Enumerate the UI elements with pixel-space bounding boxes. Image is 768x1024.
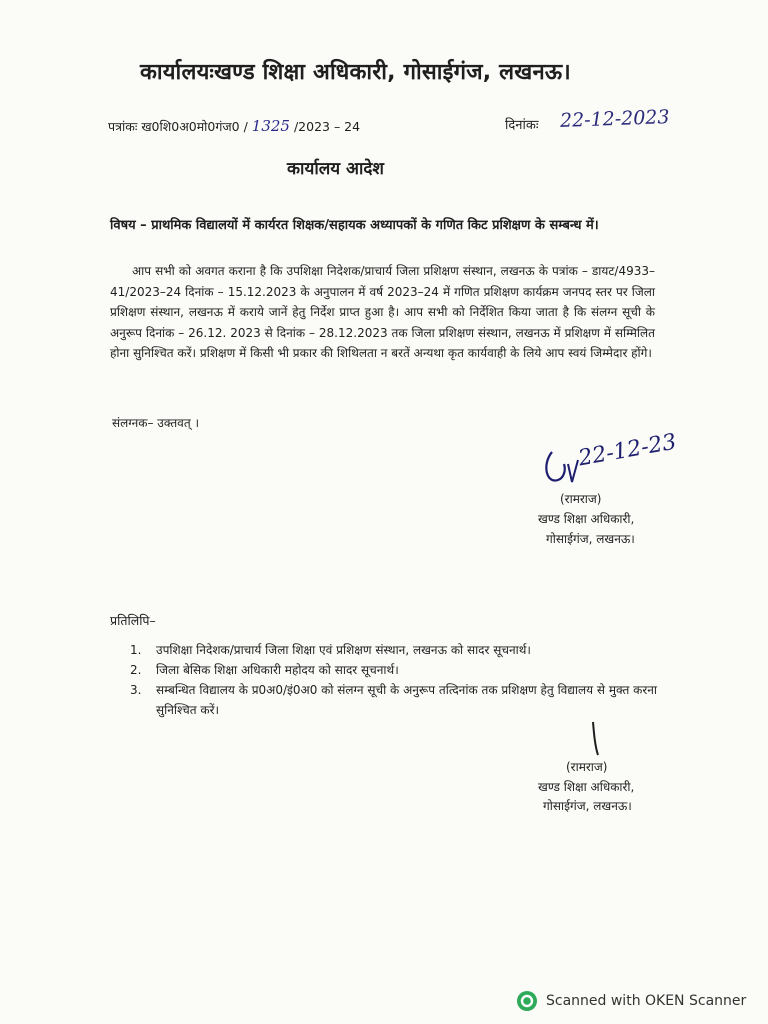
office-heading: कार्यालयःखण्ड शिक्षा अधिकारी, गोसाईगंज, लखनऊ। <box>140 60 571 85</box>
scanner-footer-text: Scanned with OKEN Scanner <box>546 993 747 1009</box>
signature-1-handwritten <box>538 430 718 496</box>
copy-list-item: 1. उपशिक्षा निदेशक/प्राचार्य जिला शिक्षा एवं प्रशिक्षण संस्थान, लखनऊ को सादर सूचनार्थ। <box>130 643 531 657</box>
enclosure-note: संलग्नक– उक्तवत् । <box>112 416 200 430</box>
copy-list-item: 2. जिला बेसिक शिक्षा अधिकारी महोदय को सादर सूचनार्थ। <box>130 663 399 677</box>
subject-line: विषय – प्राथमिक विद्यालयों में कार्यरत शिक्षक/सहायक अध्यापकों के गणित किट प्रशिक्षण के सम्बन्ध में। <box>110 218 599 233</box>
signature-2-stroke <box>586 720 606 758</box>
signature-1-place: गोसाईगंज, लखनऊ। <box>546 532 635 546</box>
signature-1-designation: खण्ड शिक्षा अधिकारी, <box>538 512 635 526</box>
date-handwritten: 22-12-2023 <box>559 106 670 132</box>
reference-suffix: /2023 – 24 <box>289 119 361 134</box>
reference-handwritten-number: 1325 <box>251 117 290 135</box>
scanner-logo-icon <box>516 990 538 1012</box>
copy-label: प्रतिलिपि– <box>110 613 156 628</box>
signature-2-designation: खण्ड शिक्षा अधिकारी, <box>538 780 635 794</box>
body-paragraph: आप सभी को अवगत कराना है कि उपशिक्षा निदेशक/प्राचार्य जिला प्रशिक्षण संस्थान, लखनऊ के पत्रांक – डायट/4933–41/2023–24 दिनांक – 15.12.2023 के अनुपालन में वर्ष 2023–24 में गणित प्रशिक्षण कार्यक्रम जनपद स्तर पर जिला प्रशिक्षण संस्थान, लखनऊ में कराये जानें हेतु निर्देश प्राप्त हुआ है। आप सभी को निर्देशित किया जाता है कि संलग्न सूची के अनुरूप दिनांक – 26.12. 2023 से दिनांक – 28.12.2023 तक जिला प्रशिक्षण संस्थान, लखनऊ में प्रशिक्षण में सम्मिलित होना सुनिश्चित करें। प्रशिक्षण में किसी भी प्रकार की शिथिलता न बरतें अन्यथा कृत कार्यवाही के लिये आप स्वयं जिम्मेदार होंगे। <box>110 264 655 360</box>
signature-1-date: 22-12-23 <box>576 429 679 472</box>
signature-2-handwritten <box>586 720 606 762</box>
scanner-footer <box>516 990 746 1012</box>
signature-1-name: (रामराज) <box>560 492 602 506</box>
date-label: दिनांकः <box>505 118 539 133</box>
reference-number <box>108 117 360 135</box>
order-title: कार्यालय आदेश <box>287 159 384 179</box>
reference-prefix: पत्रांकः ख0शि0अ0मो0गंज0 / <box>108 119 252 134</box>
signature-2-name: (रामराज) <box>566 760 608 774</box>
copy-list-item: 3. सम्बन्धित विद्यालय के प्र0अ0/इं0अ0 को संलग्न सूची के अनुरूप तत्दिनांक तक प्रशिक्षण हेतु विद्यालय से मुक्त करना सुनिश्चित करें। <box>130 683 658 717</box>
copy-list <box>130 640 670 720</box>
signature-2-place: गोसाईगंज, लखनऊ। <box>543 799 632 813</box>
